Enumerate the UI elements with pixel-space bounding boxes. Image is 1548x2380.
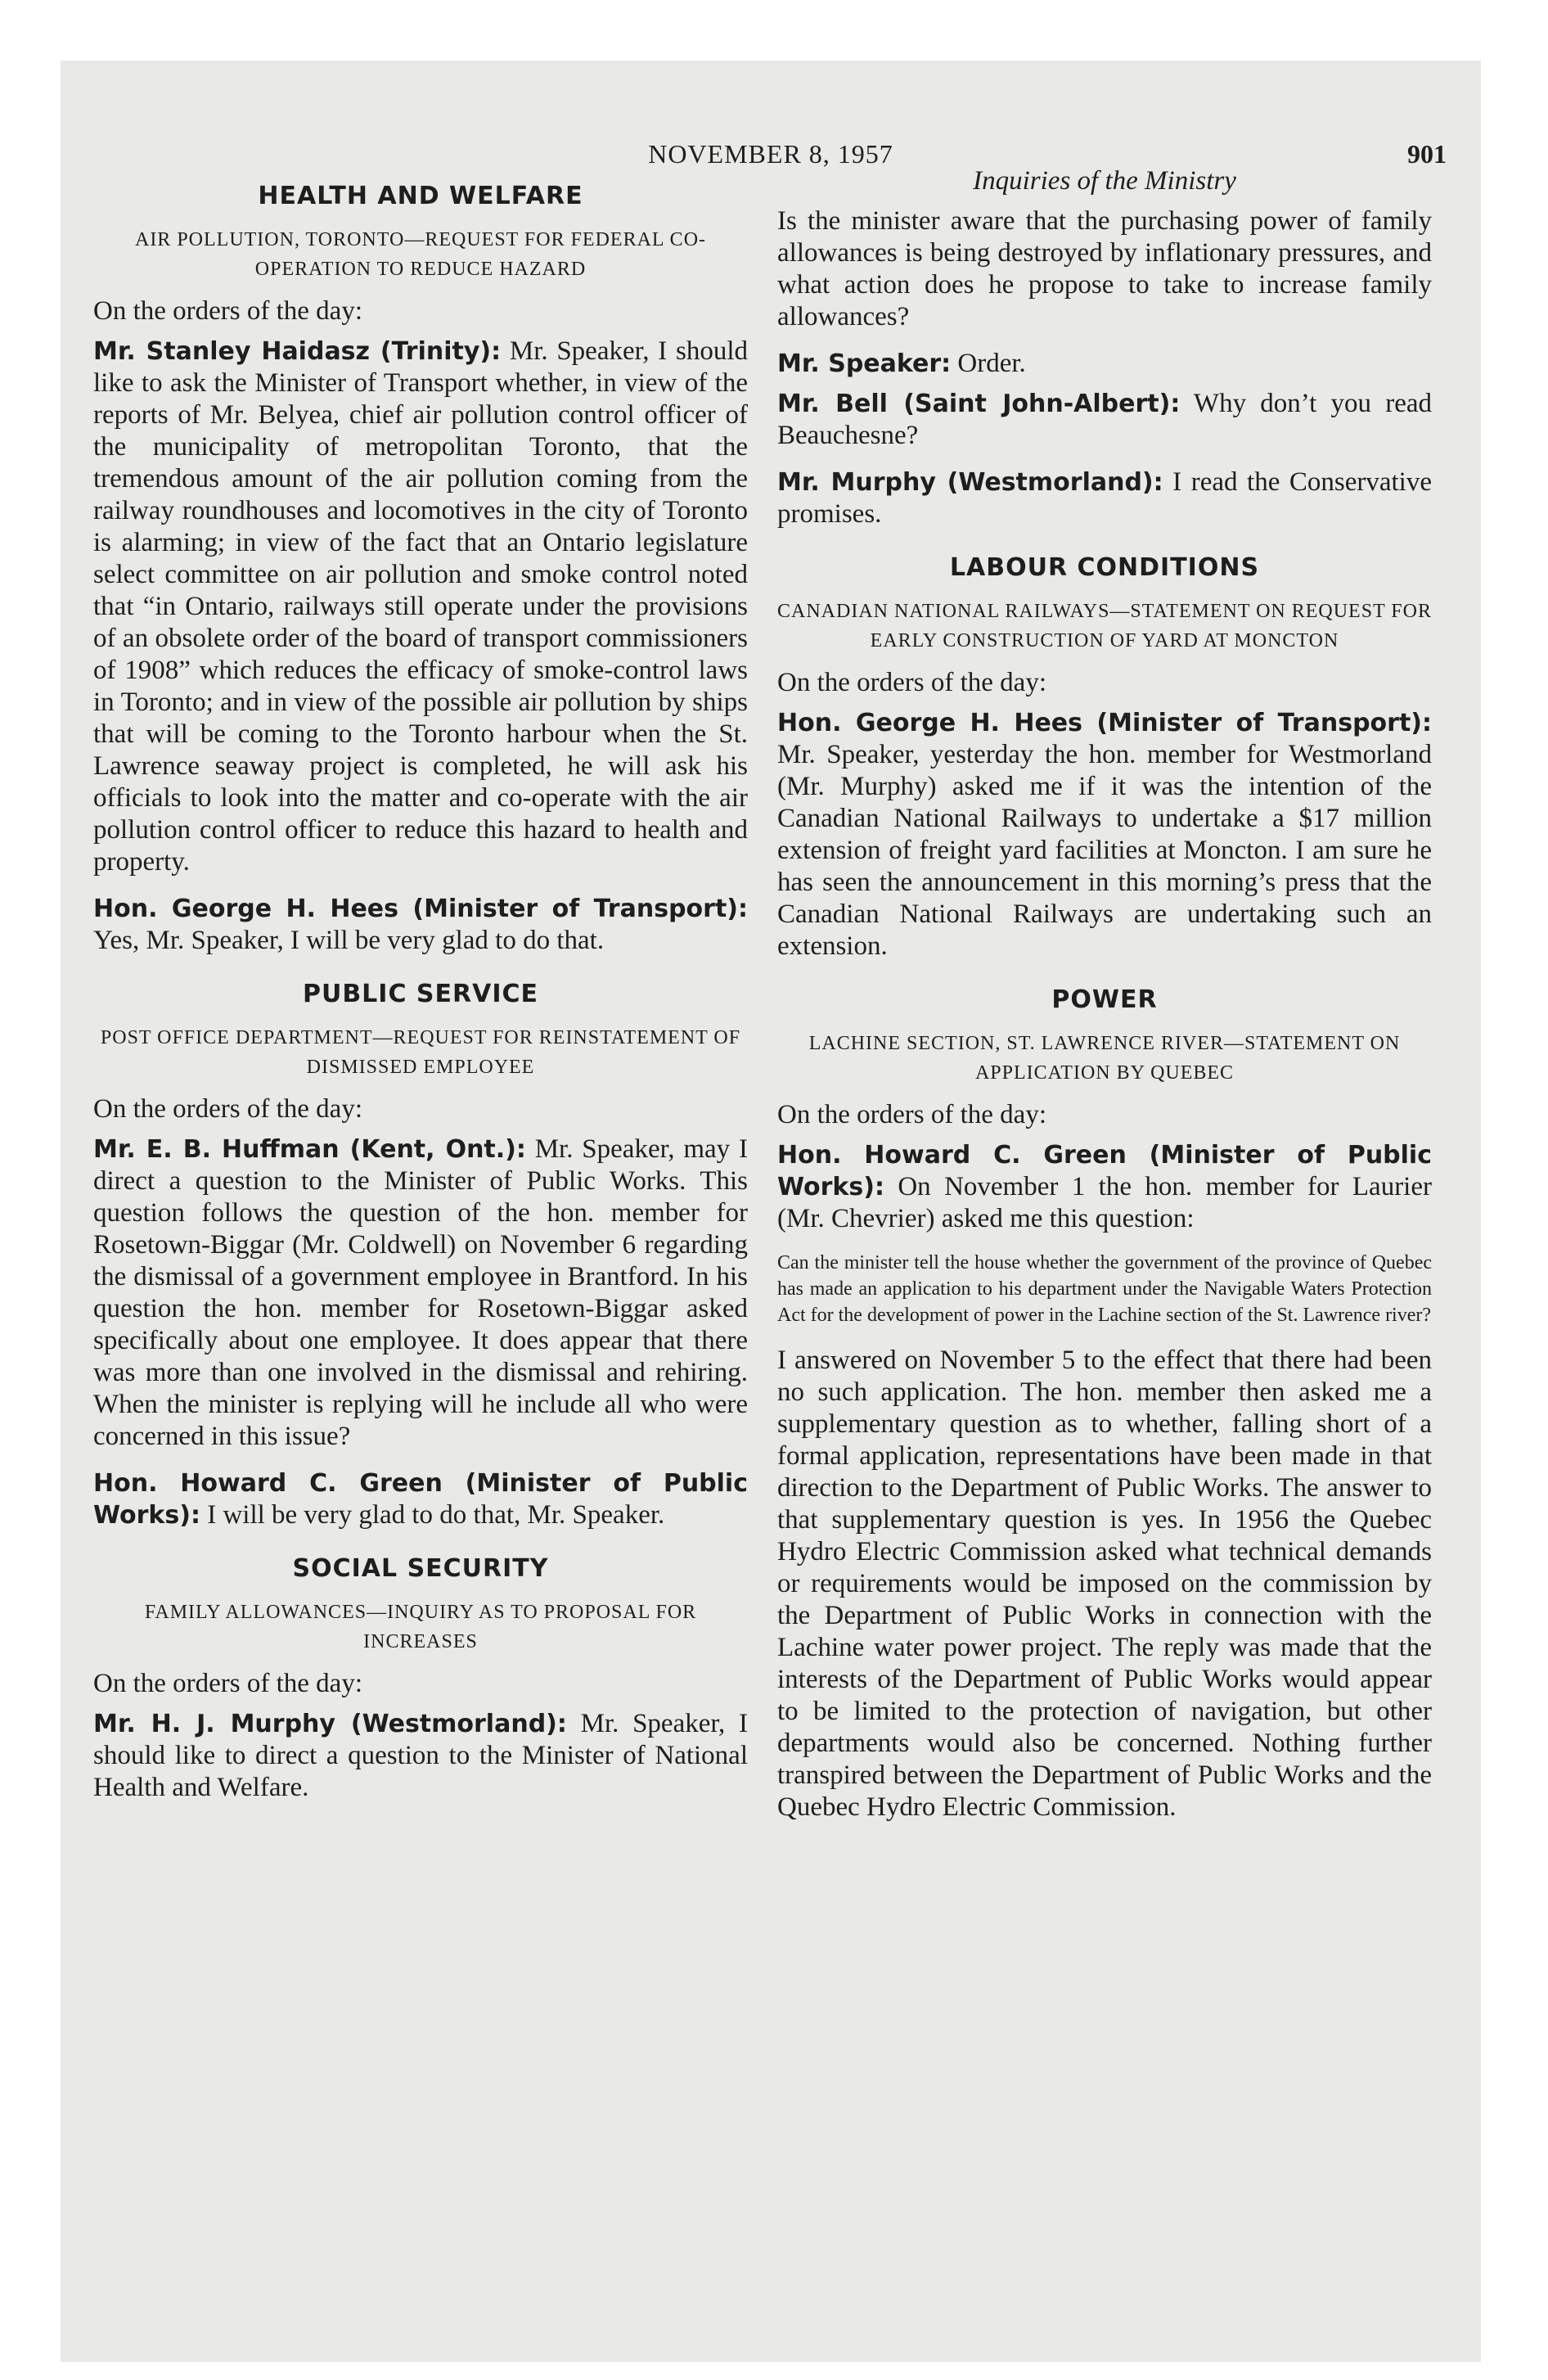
orders-of-day: On the orders of the day: (93, 296, 362, 326)
subheading-post-office: POST OFFICE DEPARTMENT—REQUEST FOR REINSTATEMENT OF DISMISSED EMPLOYEE (100, 1027, 741, 1078)
speaker-name: Hon. George H. Hees (Minister of Transport): (777, 709, 1432, 737)
page (61, 61, 1481, 2362)
speech-text: Mr. Speaker, I should like to direct a question to the Minister of National Health and Welfare. (93, 1709, 749, 1802)
speech-text: On November 1 the hon. member for Laurier (Mr. Chevrier) asked me this question: (777, 1172, 1432, 1233)
speech-text: I will be very glad to do that, Mr. Speaker. (200, 1500, 665, 1530)
orders-of-day: On the orders of the day: (777, 1100, 1046, 1129)
inquiries-label: Inquiries of the Ministry (973, 166, 1236, 196)
right-column (777, 165, 1432, 1838)
speech-text: Mr. Speaker, may I direct a question to the Minister of Public Works. This question follows the question of the hon. member for Rosetown-Biggar (Mr. Coldwell) on November 6 regarding the dismissal of a government employee in Brantford. In his question the hon. member for Rosetown-Biggar asked specifically about one employee. It does appear that there was more than one involved in the dismissal and rehiring. When the minister is replying will he include all who were concerned in this issue? (93, 1134, 748, 1451)
speech-text: Mr. Speaker, I should like to ask the Minister of Transport whether, in view of the reports of Mr. Belyea, chief air pollution control officer of the municipality of metropolitan Toronto, that the tremendous amount of the air pollution coming from the railway roundhouses and locomotives in the city of Toronto is alarming; in view of the fact that an Ontario legislature select committee on air pollution and smoke control noted that “in Ontario, railways still operate under the provisions of an obsolete order of the board of transport commissioners of 1908” which reduces the efficacy of smoke-control laws in Toronto; and in view of the possible air pollution by ships that will be coming to the Toronto harbour when the St. Lawrence seaway project is completed, he will ask his officials to look into the matter and co-operate with the air pollution control officer to reduce this hazard to health and property. (93, 336, 748, 877)
section-heading-health: HEALTH AND WELFARE (258, 182, 583, 210)
paragraph (93, 1708, 748, 1804)
speaker-name: Mr. H. J. Murphy (Westmorland): (93, 1710, 567, 1738)
section-heading-social-security: SOCIAL SECURITY (292, 1554, 549, 1583)
speech-text: Why don’t you read Beauchesne? (777, 389, 1432, 450)
speaker-name: Hon. Howard C. Green (Minister of Public Works): (93, 1469, 748, 1530)
speaker-name: Hon. George H. Hees (Minister of Transport): (93, 895, 748, 923)
speech-text: I read the Conservative promises. (777, 467, 1432, 529)
paragraph (777, 388, 1432, 452)
paragraph (93, 1467, 748, 1531)
section-heading-power: POWER (1051, 985, 1158, 1014)
orders-of-day: On the orders of the day: (93, 1669, 362, 1698)
paragraph (93, 893, 748, 957)
header-date: NOVEMBER 8, 1957 (648, 139, 893, 169)
speaker-name: Mr. Stanley Haidasz (Trinity): (93, 337, 502, 366)
speaker-name: Mr. Speaker: (777, 349, 952, 378)
subheading-air-pollution: AIR POLLUTION, TORONTO—REQUEST FOR FEDERAL CO-OPERATION TO REDUCE HAZARD (134, 229, 707, 280)
subheading-lachine: LACHINE SECTION, ST. LAWRENCE RIVER—STATEMENT ON APPLICATION BY QUEBEC (808, 1033, 1401, 1084)
speech-text: Mr. Speaker, yesterday the hon. member for Westmorland (Mr. Murphy) asked me if it was the intention of the Canadian National Railways to undertake a $17 million extension of freight yard facilities at Moncton. I am sure he has seen the announcement in this morning’s press that the Canadian National Railways are undertaking such an extension. (777, 740, 1432, 961)
orders-of-day: On the orders of the day: (777, 668, 1046, 697)
paragraph (777, 1139, 1432, 1235)
speaker-name: Hon. Howard C. Green (Minister of Public Works): (777, 1141, 1432, 1201)
subheading-cnr: CANADIAN NATIONAL RAILWAYS—STATEMENT ON REQUEST FOR EARLY CONSTRUCTION OF YARD AT MONCTON (777, 601, 1432, 651)
subheading-family-allowances: FAMILY ALLOWANCES—INQUIRY AS TO PROPOSAL FOR INCREASES (144, 1602, 697, 1652)
speaker-name: Mr. E. B. Huffman (Kent, Ont.): (93, 1135, 526, 1164)
section-heading-labour: LABOUR CONDITIONS (949, 553, 1260, 582)
paragraph (777, 707, 1432, 962)
section-heading-public-service: PUBLIC SERVICE (302, 980, 539, 1008)
paragraph: I answered on November 5 to the effect that there had been no such application. The hon. member then asked me a supplementary question as to whether, falling short of a formal application, representations have been made in that direction to the Department of Public Works. The answer to that supplementary question is yes. In 1956 the Quebec Hydro Electric Commission asked what technical demands or requirements would be imposed on the commission by the Department of Public Works in connection with the Lachine water power project. The reply was made that the interests of the Department of Public Works would appear to be limited to the protection of navigation, but other departments would also be concerned. Nothing further transpired between the Department of Public Works and the Quebec Hydro Electric Commission. (777, 1346, 1432, 1822)
left-column (93, 180, 748, 1819)
paragraph (93, 1134, 748, 1453)
paragraph (777, 348, 1432, 380)
speaker-name: Mr. Bell (Saint John-Albert): (777, 390, 1181, 418)
page-number: 901 (1407, 139, 1447, 169)
paragraph: Is the minister aware that the purchasing power of family allowances is being destroyed by inflationary pressures, and what action does he propose to take to increase family allowances? (777, 206, 1432, 331)
speaker-name: Mr. Murphy (Westmorland): (777, 468, 1163, 497)
speech-text: Yes, Mr. Speaker, I will be very glad to do that. (93, 926, 605, 955)
paragraph (93, 336, 748, 878)
quoted-question: Can the minister tell the house whether the government of the province of Quebec has made an application to his department under the Navigable Waters Protection Act for the development of power in the Lachine section of the St. Lawrence river? (777, 1252, 1432, 1326)
paragraph (777, 467, 1432, 530)
speech-text: Order. (951, 349, 1026, 378)
orders-of-day: On the orders of the day: (93, 1094, 362, 1124)
